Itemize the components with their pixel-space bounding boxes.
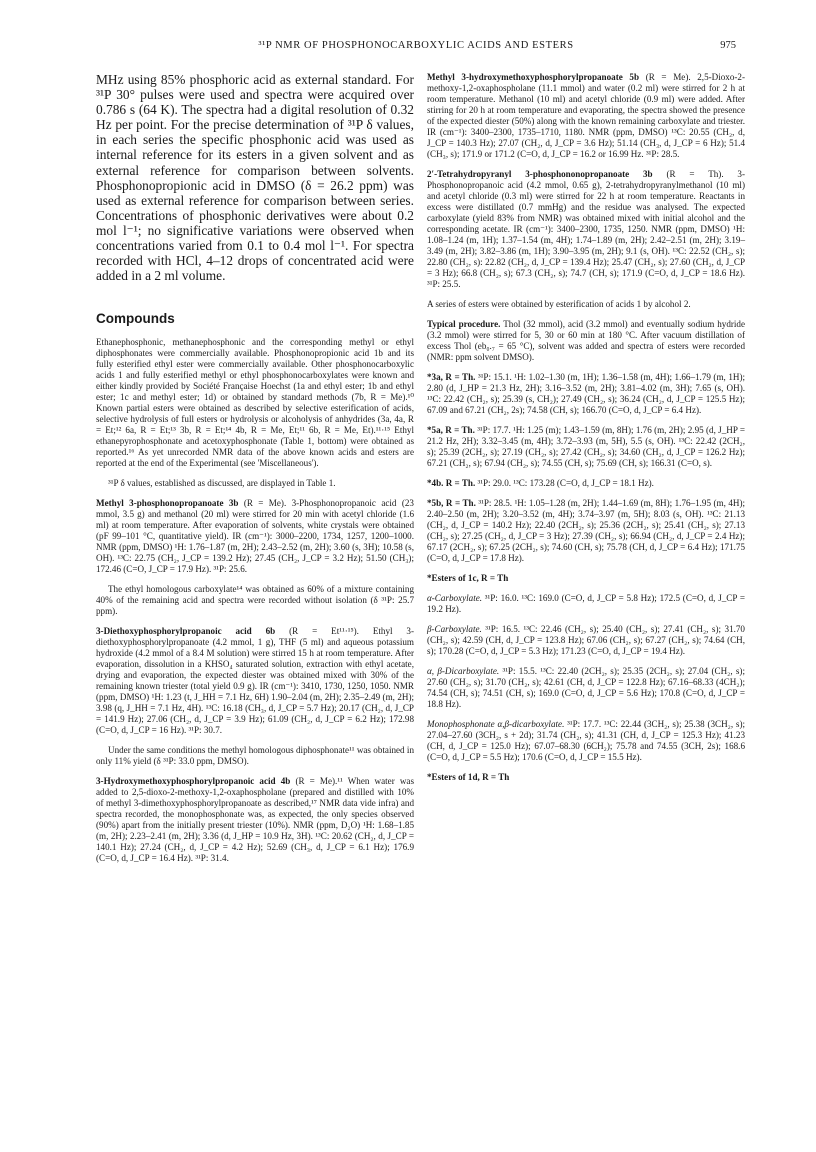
procedure-methyl-hydroxymethoxyphosphorylpropanoate xyxy=(427,72,745,160)
compound-5b-data xyxy=(427,498,745,564)
compound-body: ³¹P: 15.5. ¹³C: 22.40 (2CH₂, s); 25.35 (2CH₂, s); 27.04 (CH₂, s); 27.60 (CH₂, s); 31.70 (CH₂, s); 42.61 (CH, d, J_CP = 122.8 Hz); 67.16–68.33 (4CH₂); 74.54 (CH, s); 74.51 (CH, s); 169.0 (C=O, d, J_CP = 5.6 Hz); 170.8 (C=O, d, J_CP = 18.8 Hz). xyxy=(427,666,745,709)
procedure-methyl-3-phosphonopropanoate xyxy=(96,498,414,575)
running-title: ³¹P NMR OF PHOSPHONOCARBOXYLIC ACIDS AND ESTERS xyxy=(258,40,574,51)
procedure-title: 3-Hydroxymethoxyphosphorylpropanoic acid 4b xyxy=(96,776,291,787)
compound-title: β-Carboxylate. xyxy=(427,624,482,634)
compound-4b-data xyxy=(427,478,745,489)
alpha-carboxylate-data xyxy=(427,593,745,615)
procedure-body: Thol (32 mmol), acid (3.2 mmol) and eventually sodium hydride (3.2 mmol) were stirred for 5, 30 or 60 min at 180 °C. After vacuum distillation of excess Thol (eb₀.₇ = 65 °C), solvent was added and spectra of esters were recorded (NMR: ppm solvent DMSO). xyxy=(427,319,746,362)
compound-3a-data xyxy=(427,372,745,416)
left-column xyxy=(96,72,414,873)
procedure-title: Methyl 3-phosphonopropanoate 3b xyxy=(96,498,239,509)
table-reference-paragraph: ³¹P δ values, established as discussed, are displayed in Table 1. xyxy=(108,478,336,489)
compound-5a-data xyxy=(427,425,745,469)
procedure-title: 2′-Tetrahydropyranyl 3-phosphononopropanoate 3b xyxy=(427,169,653,179)
beta-carboxylate-data xyxy=(427,624,745,657)
procedure-body: (R = Me). 2,5-Dioxo-2-methoxy-1,2-oxaphospholane (11.1 mmol) and water (0.2 ml) were stirred for 2 h at room temperature. Methanol (10 ml) and acetyl chloride (0.9 ml) were added. After stirring for 20 h at room temperature and evaporating, the spectra showed the presence of the expected diester (50%) along with the known remaining carboxylate and triester. IR (cm⁻¹): 3400–2300, 1735–1710, 1180. NMR (ppm, DMSO) ¹³C: 20.55 (CH₂, d, J_CP = 140.3 Hz); 27.07 (CH₂, d, J_CP = 3.6 Hz); 51.14 (CH₃, d, J_CP = 6 Hz); 51.4 (CH₃, s); 171.9 or 171.2 (C=O, d, J_CP = 16.2 or 16.99 Hz. ³¹P: 28.5. xyxy=(427,72,745,159)
procedure-body: (R = Me). 3-Phosphonopropanoic acid (23 mmol, 3.5 g) and methanol (20 ml) were stirred for 20 min with acetyl chloride (1.6 ml) at room temperature. After evaporation of solvents, white crystals were obtained (pF 99–101 °C, quantitative yield). IR (cm⁻¹): 3000–2200, 1734, 1257, 1200–1000. NMR (ppm, DMSO) ¹H: 1.76–1.87 (m, 2H); 2.43–2.52 (m, 2H); 3.60 (s, 3H); 10.58 (s, OH). ¹³C: 22.75 (CH₂, J_CP = 139.2 Hz); 27.45 (CH₂, J_CP = 3.2 Hz); 51.50 (CH₃); 172.46 (C=O, J_CP = 17.9 Hz). ³¹P: 25.6. xyxy=(96,498,414,575)
alpha-beta-dicarboxylate-data xyxy=(427,666,745,710)
ester-series-intro: A series of esters were obtained by esterification of acids 1 by alcohol 2. xyxy=(427,299,691,309)
ethyl-homologue-note: The ethyl homologous carboxylate¹⁴ was obtained as 60% of a mixture containing 40% of the remaining acid and spectra were recorded without isolation (δ ³¹P: 25.7 ppm). xyxy=(96,584,414,617)
compound-title: α-Carboxylate. xyxy=(427,593,483,603)
compound-title: Monophosphonate α,β-dicarboxylate. xyxy=(427,719,565,729)
procedure-title: Methyl 3-hydroxymethoxyphosphorylpropanoate 5b xyxy=(427,72,640,82)
compounds-heading: Compounds xyxy=(96,311,175,327)
procedure-body: (R = Th). 3-Phosphonopropanoic acid (4.2 mmol, 0.65 g), 2-tetrahydropyranylmethanol (10 ml) and acetyl chloride (0.3 ml) were stirred for 22 h at room temperature. Reactants in excess were distillated (0.7 mmHg) and the residue was analysed. The expected carboxylate (yield 83% from NMR) was obtained mixed with initial alcohol and the corresponding acetate. IR (cm⁻¹): 3400–2300, 1735, 1250. NMR (ppm, DMSO) ¹H: 1.08–1.24 (m, 1H); 1.37–1.54 (m, 4H); 1.74–1.89 (m, 2H); 2.42–2.51 (m, 2H); 3.19–3.49 (m, 2H); 3.82–3.86 (m, 1H); 3.90–3.95 (m, 2H); 9.1 (s, OH). ¹³C: 22.52 (CH₂, s); 22.80 (CH₂, s): 22.82 (CH₂, d, J_CP = 139.4 Hz); 25.47 (CH₂, s); 27.60 (CH₂, d, J_CP = 3 Hz); 66.8 (CH₂, s); 67.3 (CH₂, s); 74.7 (CH, s); 171.9 (C=O, d, J_CP = 18.6 Hz). ³¹P: 25.5. xyxy=(427,169,745,289)
esters-1d-heading xyxy=(427,772,745,783)
subsection-title: *Esters of 1d, R = Th xyxy=(427,772,510,782)
compound-body: ³¹P: 15.1. ¹H: 1.02–1.30 (m, 1H); 1.36–1.58 (m, 4H); 1.66–1.79 (m, 1H); 2.80 (d, J_HP = 21.3 Hz, 2H); 3.16–3.52 (m, 2H); 3.81–4.02 (m, 3H); 7.65 (s, OH). ¹³C: 22.42 (CH₂, s); 25.39 (s, CH₂); 27.49 (CH₂, s); 36.24 (CH₂, d, J_CP = 125.5 Hz); 67.09 and 67.21 (CH₂, 2s); 74.58 (CH, s); 166.70 (C=O, d, J_CP = 6.4 Hz). xyxy=(427,372,745,415)
compound-title: *3a, R = Th. xyxy=(427,372,476,382)
compound-body: ³¹P: 16.0. ¹³C: 169.0 (C=O, d, J_CP = 5.8 Hz); 172.5 (C=O, d, J_CP = 19.2 Hz). xyxy=(427,593,745,614)
compound-body: ³¹P: 29.0. ¹³C: 173.28 (C=O, d, J_CP = 18.1 Hz). xyxy=(477,478,654,488)
procedure-title: Typical procedure. xyxy=(427,319,501,329)
compound-title: α, β-Dicarboxylate. xyxy=(427,666,500,676)
procedure-hydroxymethoxyphosphorylpropanoic-acid xyxy=(96,776,414,864)
page-number: 975 xyxy=(720,40,736,51)
monophosphonate-dicarboxylate-data xyxy=(427,719,745,763)
procedure-title: 3-Diethoxyphosphorylpropanoic acid 6b xyxy=(96,626,276,637)
typical-procedure xyxy=(427,319,745,363)
procedure-body: (R = Et¹¹·¹⁵). Ethyl 3-diethoxyphosphorylpropanoate (4.2 mmol, 1 g), THF (5 ml) and aqueous potassium hydroxide (4.2 mmol of a 8.4 M solution) were stirred 15 h at room temperature. After evaporation, dissolution in a KHSO₄ saturated solution, extraction with ethyl acetate, drying and evaporation, the expected diester was obtained mixed with 30% of the remaining known triester (total yield 0.9 g). IR (cm⁻¹): 3410, 1730, 1250, 1050. NMR (ppm, DMSO) ¹H: 1.23 (t, J_HH = 7.1 Hz, 6H) 1.90–2.04 (m, 2H); 2.35–2.49 (m, 2H); 3.98 (q, J_HH = 7.1 Hz, 4H). ¹³C: 16.18 (CH₃, d, J_CP = 5.7 Hz); 20.17 (CH₂, d, J_CP = 141.9 Hz); 27.06 (CH₂, d, J_CP = 3.9 Hz); 61.09 (CH₂, d, J_CP = 6.2 Hz); 172.98 (C=O, d, J_CP = 16 Hz). ³¹P: 30.7. xyxy=(96,626,414,736)
compound-body: ³¹P: 16.5. ¹³C: 22.46 (CH₂, s); 25.40 (CH₂, s); 27.41 (CH₂, s); 31.70 (CH₂, s); 42.59 (CH, d, J_CP = 123.8 Hz); 67.06 (CH₂, s); 67.27 (CH₂, s); 74.64 (CH, s); 170.28 (C=O, d, J_CP = 5.3 Hz); 171.23 (C=O, d, J_CP = 19.4 Hz). xyxy=(427,624,745,656)
compound-body: ³¹P: 17.7. ¹³C: 22.44 (3CH₂, s); 25.38 (3CH₂, s); 27.04–27.60 (3CH₂, s + 2d); 31.74 (CH₂, s); 41.31 (CH, d, J_CP = 125.3 Hz); 41.23 (CH, d, J_CP = 125.0 Hz); 67.07–68.30 (6CH₂); 75.78 and 74.55 (3CH, 2s); 168.6 (C=O, d, J_CP = 5.5 Hz); 170.6 (C=O, d, J_CP = 15.5 Hz). xyxy=(427,719,745,762)
compound-title: *5a, R = Th. xyxy=(427,425,475,435)
right-column xyxy=(427,72,745,792)
methyl-homologue-note: Under the same conditions the methyl homologous diphosphonate¹¹ was obtained in only 11% yield (δ ³¹P: 33.0 ppm, DMSO). xyxy=(96,745,414,767)
procedure-body: (R = Me).¹¹ When water was added to 2,5-dioxo-2-methoxy-1,2-oxaphospholane (prepared and distilled with 10% of methyl 3-dimethoxyphosphorylpropanoate as described,¹⁷ NMR data vide infra) and spectra recorded, the monophosphonate was, as expected, the only species observed (90%) apart from the initially present triester (10%). NMR (ppm, D₂O) ¹H: 1.68–1.85 (m, 2H); 2.23–2.41 (m, 2H); 3.36 (d, J_HP = 10.9 Hz, 3H). ¹³C: 20.62 (CH₂, d, J_CP = 140.1 Hz); 27.24 (CH₂, d, J_CP = 4.2 Hz); 52.69 (CH₃, d, J_CP = 6.1 Hz); 176.9 (C=O, d, J_CP = 16.4 Hz). ³¹P: 31.4. xyxy=(96,776,414,864)
compound-body: ³¹P: 28.5. ¹H: 1.05–1.28 (m, 2H); 1.44–1.69 (m, 8H); 1.76–1.95 (m, 4H); 2.40–2.50 (m, 2H); 3.20–3.52 (m, 4H); 3.74–3.97 (m, 5H); 8.03 (s, OH). ¹³C: 21.13 (CH₂, d, J_CP = 140.2 Hz); 22.40 (2CH₂, s); 25.36 (2CH₂, s); 25.41 (CH₂, s); 27.13 (CH₂, s); 27.25 (CH₂, d, J_CP = 3 Hz); 27.39 (CH₂, s); 66.94 (CH₂, d, J_CP = 2.4 Hz); 67.17 (2CH₂, s); 67.25 (2CH₂, s); 74.60 (CH, s); 75.78 (CH, d, J_CP = 6.4 Hz); 171.75 (C=O, d, J_CP = 17.8 Hz). xyxy=(427,498,746,563)
page-header xyxy=(96,40,736,56)
compounds-paragraph: Ethanephosphonic, methanephosphonic and the corresponding methyl or ethyl diphosphonates were commercially available. Phosphonopropionic acid 1b and its fully esterified ethyl ester were commercially available. Other phosphonocarboxylic acids 1 and fully esterified methyl or ethyl phosphonocarboxylates were known and either kindly provided by Société Française Hoechst (1a and ethyl ester; 1b and ethyl ester; 1c and methyl ester; 1d) or obtained by standard methods (7b, R = Me).¹⁰ Known partial esters were obtained as described by selective esterification of acids, selective hydrolysis of full esters or hydrolysis or alcoholysis of anhydrides (3a, 4a, R = Et;¹² 6a, R = Et;¹³ 3b, R = Et;¹⁴ 4b, R = Me, Et;¹¹ 6b, R = Me, Et).¹¹·¹⁵ Ethyl ethanepyrophosphonate and acetoxyphosphonate (Table 1, bottom) were obtained as reported.¹⁶ As yet unrecorded NMR data of the above known acids and esters are reported at the end of the Experimental (see 'Miscellaneous'). xyxy=(96,337,414,469)
compound-title: *5b, R = Th. xyxy=(427,498,476,508)
procedure-diethoxyphosphorylpropanoic-acid xyxy=(96,626,414,736)
compound-title: *4b. R = Th. xyxy=(427,478,476,488)
compound-body: ³¹P: 17.7. ¹H: 1.25 (m); 1.43–1.59 (m, 8H); 1.76 (m, 2H); 2.95 (d, J_HP = 21.2 Hz, 2H); 3.32–3.45 (m, 4H); 3.72–3.93 (m, 5H), 5.5 (s, OH). ¹³C: 22.42 (2CH₂, s); 25.39 (2CH₂, s); 27.19 (CH₂, s); 27.42 (CH₂, s); 34.60 (CH₂, d, J_CP = 126.2 Hz); 67.21 (CH₂, s); 67.94 (CH₂, s); 74.55 (CH, s); 75.69 (CH, s); 166.31 (C=O, s). xyxy=(427,425,745,468)
procedure-tetrahydropyranyl-phosphonopropanoate xyxy=(427,169,745,290)
intro-paragraph: MHz using 85% phosphoric acid as external standard. For ³¹P 30° pulses were used and spectra were acquired over 0.786 s (64 K). The spectra had a digital resolution of 0.32 Hz per point. For the precise determination of ³¹P δ values, in each series the specific phosphonic acid was used as internal reference for its esters in a given solvent and as external reference for comparison between solvents. Phosphonopropionic acid in DMSO (δ = 26.2 ppm) was used as external reference for comparison between series. Concentrations of phosphonic derivatives were about 0.2 mol l⁻¹; no significative variations were observed when concentrations varied from 0.1 to 0.4 mol l⁻¹. For spectra recorded with HCl, 4–12 drops of concentrated acid were added in a 2 ml volume. xyxy=(96,72,414,284)
subsection-title: *Esters of 1c, R = Th xyxy=(427,573,509,583)
esters-1c-heading xyxy=(427,573,745,584)
